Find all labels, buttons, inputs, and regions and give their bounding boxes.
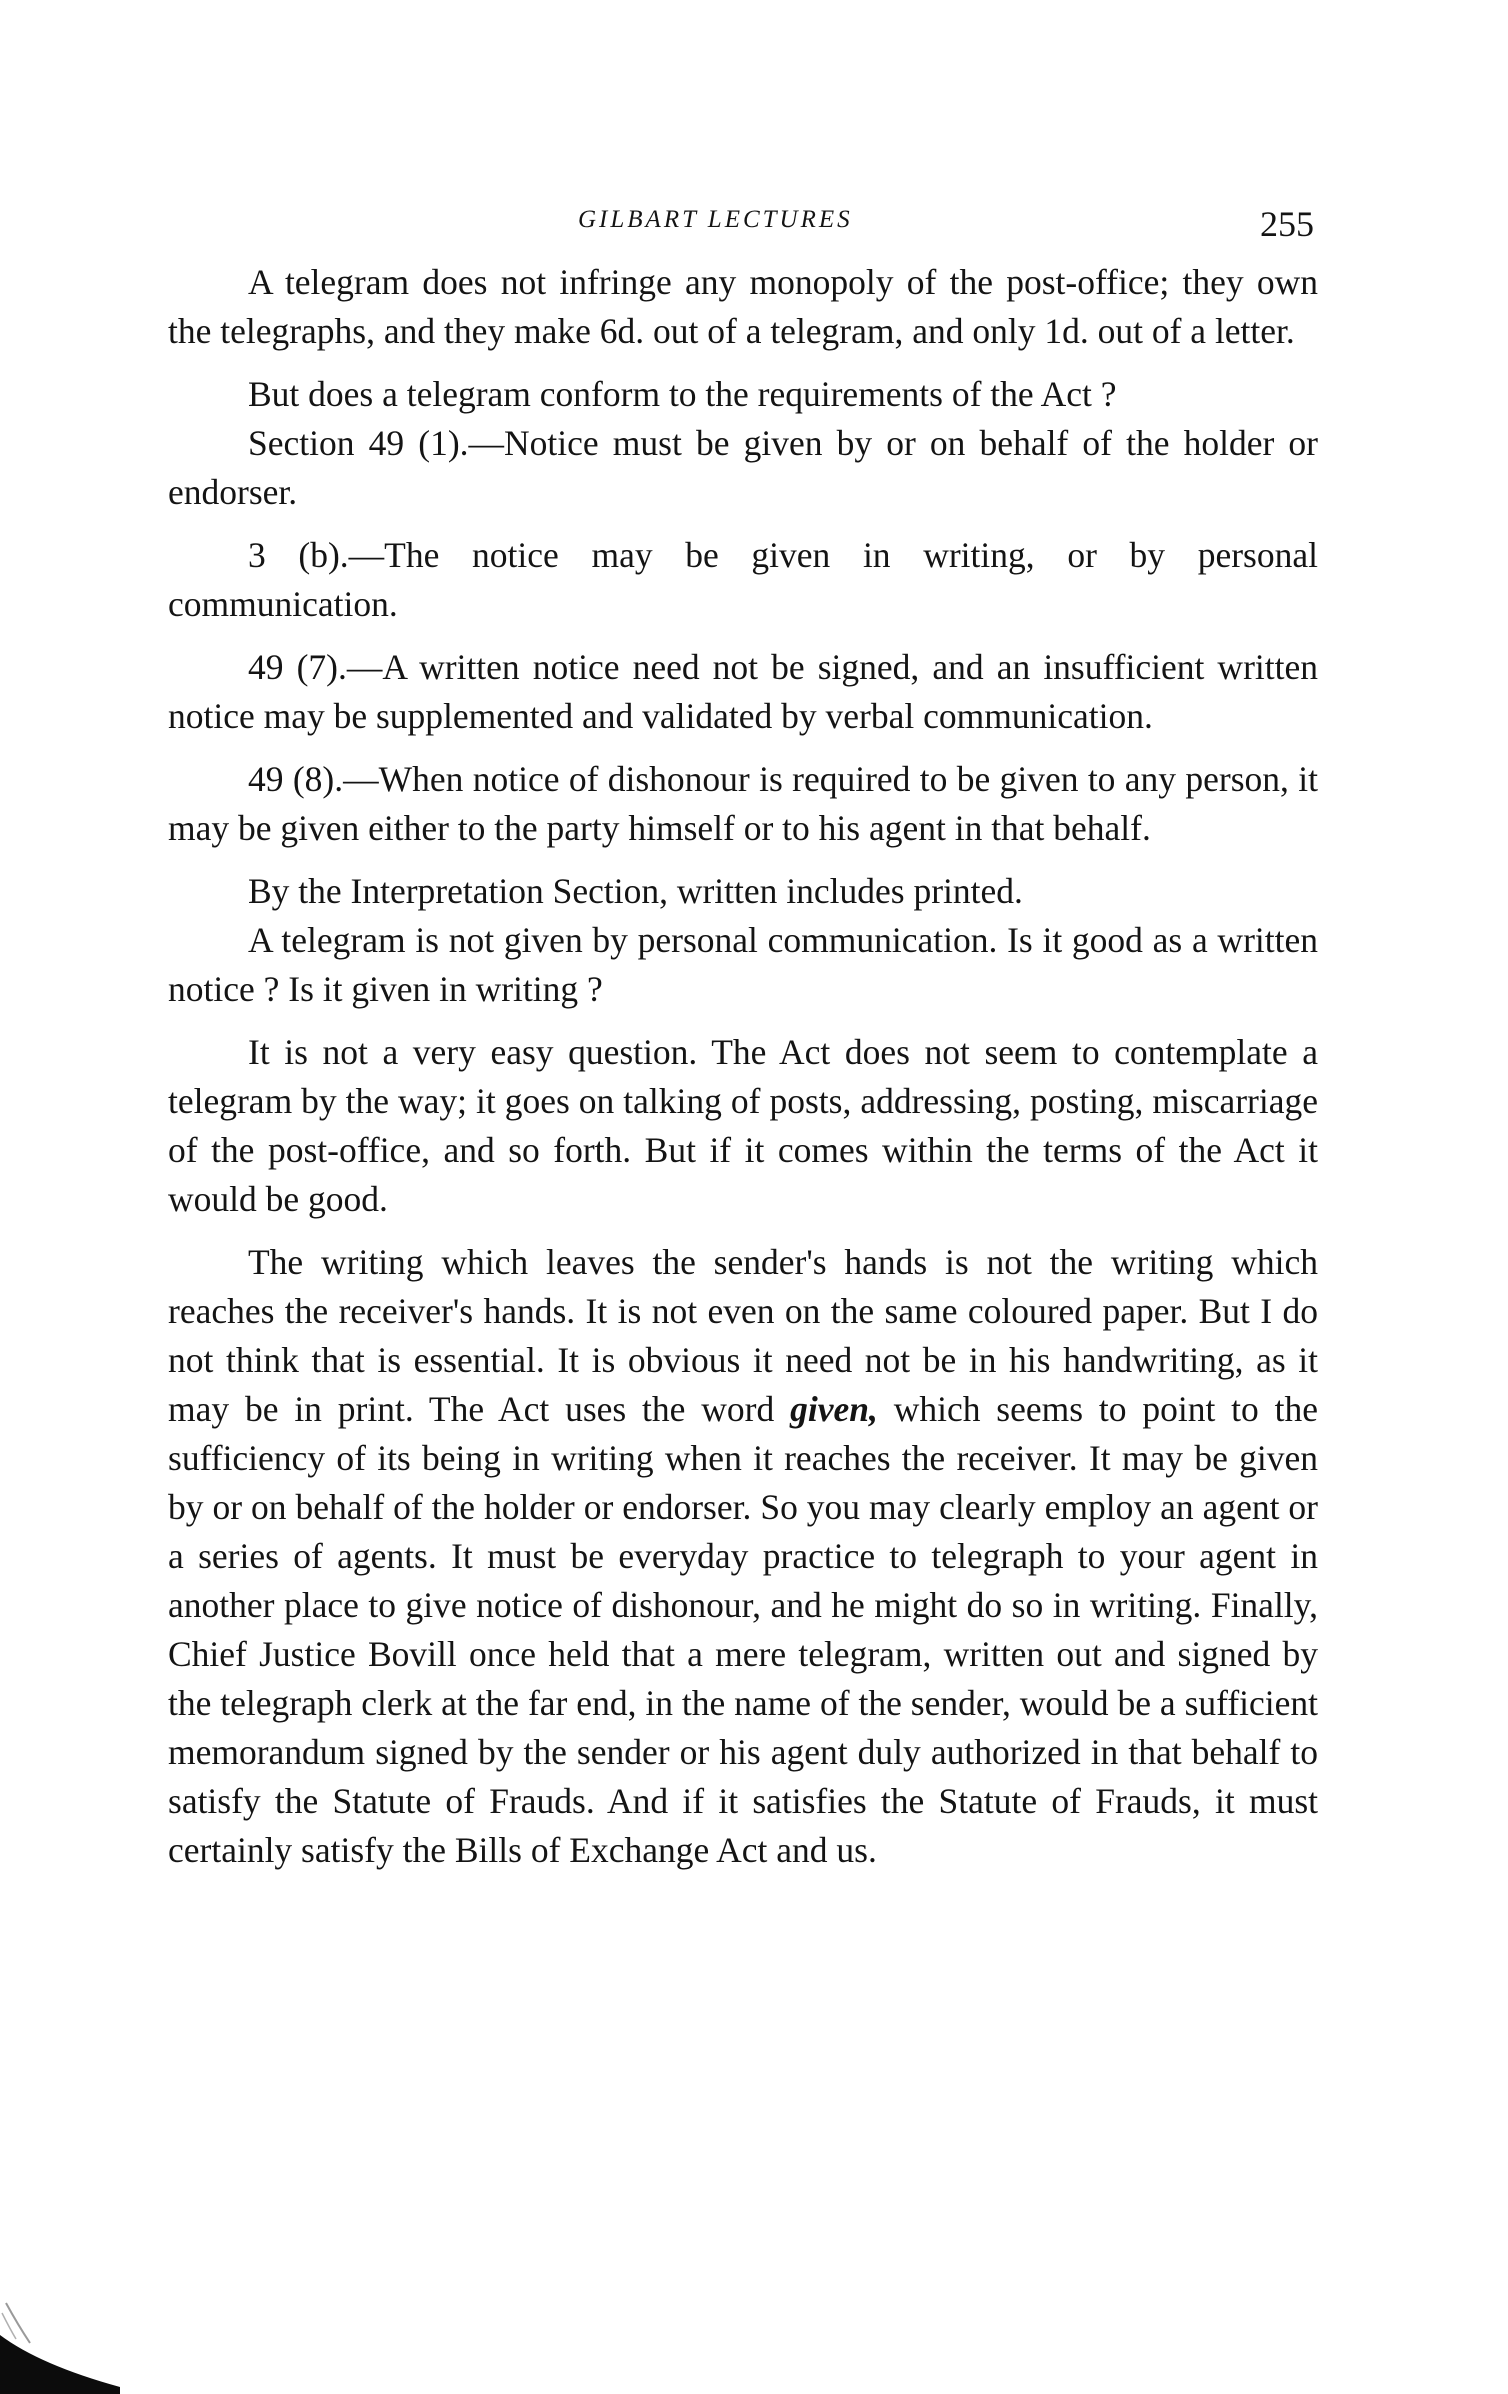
paragraph-section-49-8: 49 (8).—When notice of dishonour is required to be given to any person, it may be given either to the party himself or to his agent in that behalf. bbox=[168, 759, 1318, 848]
paragraph-writing-sender-start: The writing which leaves the sender's hands is not the writing which reaches the receiver's hands. It is not even on the same coloured paper. But I do not think that is essential. It is obvious it need not be in his handwriting, as it may be in print. The Act uses the word bbox=[168, 1242, 1318, 1429]
page-edge-shadow bbox=[0, 2295, 120, 2394]
paragraph-section-49-1: Section 49 (1).—Notice must be given by or on behalf of the holder or endorser. bbox=[168, 423, 1318, 512]
paragraph-writing-sender-end: which seems to point to the sufficiency of its being in writing when it reaches the receiver. It may be given by or on behalf of the holder or endorser. So you may clearly employ an agent or a series of agents. It must be everyday practice to telegraph to your agent in another place to give notice of dishonour, and he might do so in writing. Finally, Chief Justice Bovill once held that a mere telegram, written out and signed by the telegraph clerk at the far end, in the name of the sender, would be a sufficient memorandum signed by the sender or his agent duly authorized in that behalf to satisfy the Statute of Frauds. And if it satisfies the Statute of Frauds, it must certainly satisfy the Bills of Exchange Act and us. bbox=[168, 1389, 1318, 1870]
running-title: GILBART LECTURES bbox=[578, 206, 853, 233]
paragraph-telegram-monopoly: A telegram does not infringe any monopoly of the post-office; they own the telegraphs, and they make 6d. out of a telegram, and only 1d. out of a letter. bbox=[168, 262, 1318, 351]
paragraph-interpretation-section: By the Interpretation Section, written includes printed. bbox=[248, 871, 1023, 911]
emphasis-given: given, bbox=[790, 1389, 878, 1429]
body-text bbox=[168, 258, 1318, 1875]
page-edge-shadow-graphic bbox=[0, 2295, 120, 2394]
page-number: 255 bbox=[1260, 204, 1314, 244]
paragraph-personal-communication: A telegram is not given by personal communication. Is it good as a written notice ? Is it given in writing ? bbox=[168, 920, 1318, 1009]
paragraph-writing-sender bbox=[168, 1238, 1318, 1875]
paragraph-requirements-question: But does a telegram conform to the requirements of the Act ? bbox=[248, 374, 1117, 414]
paragraph-section-49-7: 49 (7).—A written notice need not be signed, and an insufficient written notice may be supplemented and validated by verbal communication. bbox=[168, 647, 1318, 736]
paragraph-easy-question: It is not a very easy question. The Act does not seem to contemplate a telegram by the way; it goes on talking of posts, addressing, posting, miscarriage of the post-office, and so forth. But if it comes within the terms of the Act it would be good. bbox=[168, 1032, 1318, 1219]
running-head bbox=[0, 200, 1508, 250]
paragraph-section-3b: 3 (b).—The notice may be given in writing, or by personal communication. bbox=[168, 535, 1318, 624]
